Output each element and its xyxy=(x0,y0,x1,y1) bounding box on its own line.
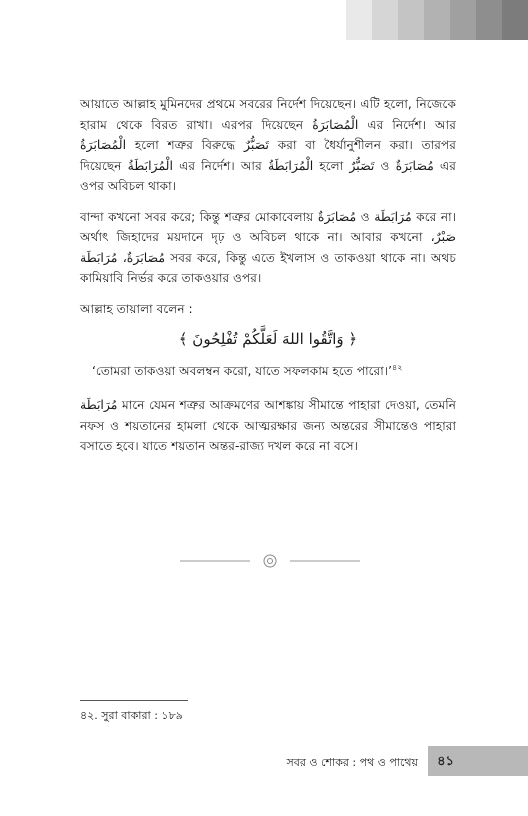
paragraph-text: বান্দা কখনো সবর করে; কিন্তু শত্রুর মোকাবেলায় xyxy=(80,209,318,224)
page-footer xyxy=(0,746,528,776)
arabic-term: مُرَابَطَة xyxy=(80,397,118,413)
page-number: ৪১ xyxy=(437,754,454,769)
header-band xyxy=(502,0,528,40)
paragraph-2 xyxy=(80,207,456,289)
running-title: সবর ও শোকর : পথ ও পাথেয় xyxy=(286,756,418,769)
paragraph-text: এর নির্দেশ। আর xyxy=(358,117,456,132)
translation-text: ‘তোমরা তাকওয়া অবলম্বন করো, যাতে সফলকাম হতে পারো।’ xyxy=(92,363,393,378)
paragraph-text: এর ওপর অবিচল থাকা। xyxy=(80,158,456,193)
arabic-term: تَصَبُّرٌ xyxy=(349,157,375,173)
paragraph-text: করা বা ধৈর্যানুশীলন করা। তারপর দিয়েছেন xyxy=(80,138,456,173)
arabic-term: مُصَابَرَةٌ xyxy=(395,157,434,173)
footnote-ref[interactable]: ৪২ xyxy=(392,362,403,372)
arabic-term: الْمُصَابَرَةُ xyxy=(312,116,359,132)
paragraph-text: আয়াতে আল্লাহ মুমিনদের প্রথমে সবরের নির্দেশ দিয়েছেন। এটি হলো, নিজেকে হারাম থেকে বিরত রাখা। এরপর দিয়েছেন xyxy=(80,97,456,132)
paragraph-text: হলো xyxy=(313,158,350,173)
paragraph-text: সবর করে, কিন্তু এতে ইখলাস ও তাকওয়া থাকে না। অথচ কামিয়াবি নির্ভর করে তাকওয়ার ওপর। xyxy=(80,250,456,285)
arabic-term: تَصَبُّرٌ xyxy=(243,137,269,152)
verse-translation xyxy=(80,358,456,382)
header-band xyxy=(372,0,398,40)
header-band xyxy=(450,0,476,40)
ornament-divider xyxy=(180,551,360,571)
arabic-term: الْمُصَابَرَةُ xyxy=(80,137,127,152)
arabic-term: مُرَابَطَة xyxy=(374,208,412,224)
arabic-term: الْمُرَابَطَةُ xyxy=(127,157,173,173)
paragraph-text: করে না। অর্থাৎ জিহাদের ময়দানে দৃঢ় ও অবিচল থাকে না। আবার কখনো xyxy=(80,209,457,244)
paragraph-text: হলো শত্রুর বিরুদ্ধে xyxy=(126,138,244,152)
arabic-term: مُصَابَرَةٌ xyxy=(317,208,357,224)
verse-intro: আল্লাহ তায়ালা বলেন : xyxy=(80,301,193,316)
footnote: ৪২. সুরা বাকারা : ১৮৯ xyxy=(80,709,183,722)
quran-verse: ﴿ وَاتَّقُوا اللهَ لَعَلَّكُمْ تُفْلِحُونَ ﴾ xyxy=(178,330,358,348)
arabic-term: الْمُرَابَطَةُ xyxy=(267,157,314,173)
paragraph-3 xyxy=(80,395,456,457)
header-band xyxy=(476,0,502,40)
footnote-rule xyxy=(80,700,188,701)
arabic-term: صَبْرٌ، مُصَابَرَةٌ، مُرَابَطَة xyxy=(80,229,456,265)
header-decoration xyxy=(346,0,528,40)
header-band xyxy=(398,0,424,40)
paragraph-text: মানে যেমন শত্রুর আক্রমণের আশঙ্কায় সীমান্তে পাহারা দেওয়া, তেমনি নফস ও শয়তানের হামলা থেকে আত্মরক্ষার জন্য অন্তরের সীমান্তেও পাহারা বসাতে হবে। যাতে শয়তান অন্তর-রাজ্য দখল করে না বসে। xyxy=(80,398,456,454)
paragraph-text: এর নির্দেশ। আর xyxy=(172,158,268,173)
paragraph-1 xyxy=(80,94,456,197)
paragraph-text: ও xyxy=(356,209,375,224)
header-band xyxy=(346,0,372,40)
header-band xyxy=(424,0,450,40)
page-body xyxy=(80,94,456,467)
paragraph-text: ও xyxy=(374,158,396,173)
